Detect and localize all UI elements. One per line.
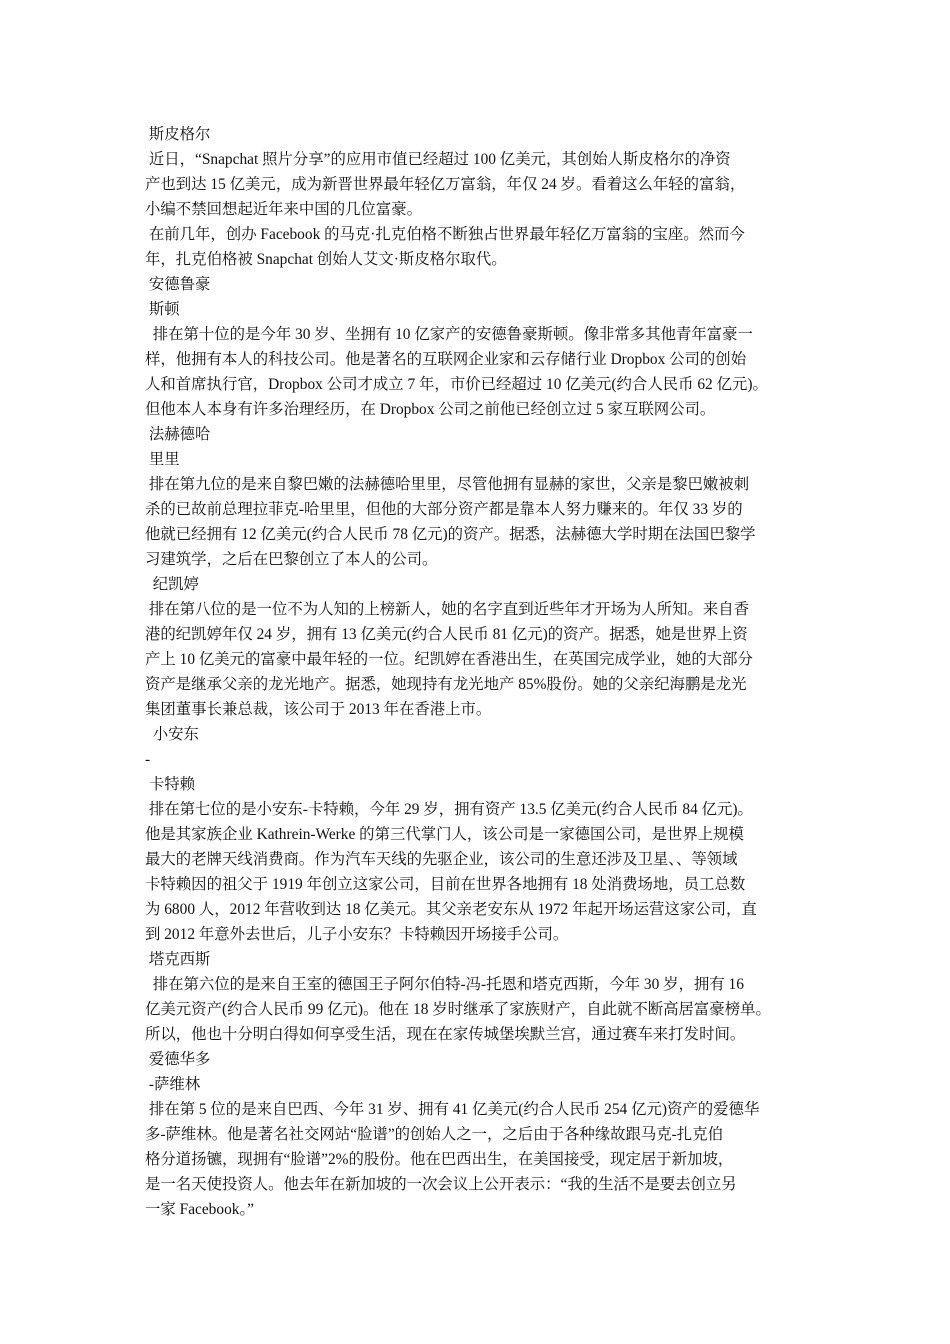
heading-houston-cont: 斯顿 [145, 301, 180, 318]
paragraph-line: 到 2012 年意外去世后，儿子小安东？卡特赖因开场接手公司。 [145, 926, 569, 943]
paragraph-line: 在前几年，创办 Facebook 的马克·扎克伯格不断独占世界最年轻亿万富翁的宝座。然而今 [145, 226, 745, 243]
paragraph-line: 小编不禁回想起近年来中国的几位富豪。 [145, 201, 423, 218]
heading-kathrein: 小安东 [145, 726, 199, 743]
paragraph-line: 格分道扬镳，现拥有“脸谱”2%的股份。他在巴西出生，在美国接受，现定居于新加坡， [145, 1151, 734, 1168]
paragraph-line: 排在第七位的是小安东-卡特赖，今年 29 岁，拥有资产 13.5 亿美元(约合人民币 84 亿元)。 [145, 801, 753, 818]
paragraph-line: 样，他拥有本人的科技公司。他是著名的互联网企业家和云存储行业 Dropbox 公司的创始 [145, 351, 747, 368]
paragraph-line: 他就已经拥有 12 亿美元(约合人民币 78 亿元)的资产。据悉，法赫德大学时期在法国巴黎学 [145, 526, 756, 543]
paragraph-line: 集团董事长兼总裁，该公司于 2013 年在香港上市。 [145, 701, 492, 718]
paragraph-line: 产也到达 15 亿美元，成为新晋世界最年轻亿万富翁，年仅 24 岁。看着这么年轻的富翁， [145, 176, 746, 193]
paragraph-line: 年，扎克伯格被 Snapchat 创始人艾文·斯皮格尔取代。 [145, 251, 507, 268]
paragraph-line: 亿美元资产(约合人民币 99 亿元)。他在 18 岁时继承了家族财产，自此就不断高居富豪榜单。 [145, 1001, 771, 1018]
paragraph-line: 人和首席执行官，Dropbox 公司才成立 7 年，市价已经超过 10 亿美元(约合人民币 62 亿元)。 [145, 376, 768, 393]
paragraph-line: 近日，“Snapchat 照片分享”的应用市值已经超过 100 亿美元，其创始人斯皮格尔的净资 [145, 151, 731, 168]
paragraph-line: 是一名天使投资人。他去年在新加坡的一次会议上公开表示：“我的生活不是要去创立另 [145, 1176, 737, 1193]
heading-kei: 纪凯婷 [145, 576, 199, 593]
paragraph-line: 产上 10 亿美元的富豪中最年轻的一位。纪凯婷在香港出生，在英国完成学业，她的大部分 [145, 651, 753, 668]
paragraph-line: 所以，他也十分明白得如何享受生活，现在在家传城堡埃默兰宫，通过赛车来打发时间。 [145, 1026, 746, 1043]
paragraph-line: 排在第 5 位的是来自巴西、今年 31 岁、拥有 41 亿美元(约合人民币 254 亿元)资产的爱德华 [145, 1101, 760, 1118]
heading-hariri-cont: 里里 [145, 451, 180, 468]
paragraph-line: 排在第八位的是一位不为人知的上榜新人，她的名字直到近些年才开场为人所知。来自香 [145, 601, 750, 618]
heading-saverin: 爱德华多 [145, 1051, 211, 1068]
paragraph-line: 他是其家族企业 Kathrein-Werke 的第三代掌门人，该公司是一家德国公司，是世界上规模 [145, 826, 744, 843]
paragraph-line: 一家 Facebook。” [145, 1201, 254, 1218]
heading-hariri: 法赫德哈 [145, 426, 211, 443]
paragraph-line: 排在第六位的是来自王室的德国王子阿尔伯特-冯-托恩和塔克西斯，今年 30 岁，拥有 16 [145, 976, 744, 993]
paragraph-line: 杀的已故前总理拉菲克-哈里里，但他的大部分资产都是靠本人努力赚来的。年仅 33 岁的 [145, 501, 743, 518]
paragraph-line: 习建筑学，之后在巴黎创立了本人的公司。 [145, 551, 438, 568]
paragraph-line: 排在第十位的是今年 30 岁、坐拥有 10 亿家产的安德鲁豪斯顿。像非常多其他青年富豪一 [145, 326, 753, 343]
paragraph-line: 最大的老牌天线消费商。作为汽车天线的先驱企业，该公司的生意还涉及卫星、、等领域 [145, 851, 738, 868]
paragraph-line: 排在第九位的是来自黎巴嫩的法赫德哈里里，尽管他拥有显赫的家世，父亲是黎巴嫩被刺 [145, 476, 750, 493]
heading-taxis: 塔克西斯 [145, 951, 211, 968]
heading-houston: 安德鲁豪 [145, 276, 211, 293]
heading-spiegel: 斯皮格尔 [145, 126, 211, 143]
paragraph-line: 为 6800 人，2012 年营收到达 18 亿美元。其父亲老安东从 1972 年起开场运营这家公司，直 [145, 901, 757, 918]
paragraph-line: 资产是继承父亲的龙光地产。据悉，她现持有龙光地产 85%股份。她的父亲纪海鹏是龙光 [145, 676, 747, 693]
heading-saverin-cont: -萨维林 [145, 1076, 201, 1093]
paragraph-line: 但他本人本身有许多治理经历，在 Dropbox 公司之前他已经创立过 5 家互联网公司。 [145, 401, 716, 418]
paragraph-line: 港的纪凯婷年仅 24 岁，拥有 13 亿美元(约合人民币 81 亿元)的资产。据悉，她是世界上资 [145, 626, 748, 643]
document-page [145, 122, 815, 1222]
heading-kathrein-dash: - [145, 751, 151, 768]
heading-kathrein-cont: 卡特赖 [145, 776, 196, 793]
paragraph-line: 多-萨维林。他是著名社交网站“脸谱”的创始人之一，之后由于各种缘故跟马克-扎克伯 [145, 1126, 723, 1143]
paragraph-line: 卡特赖因的祖父于 1919 年创立这家公司，目前在世界各地拥有 18 处消费场地，员工总数 [145, 876, 746, 893]
